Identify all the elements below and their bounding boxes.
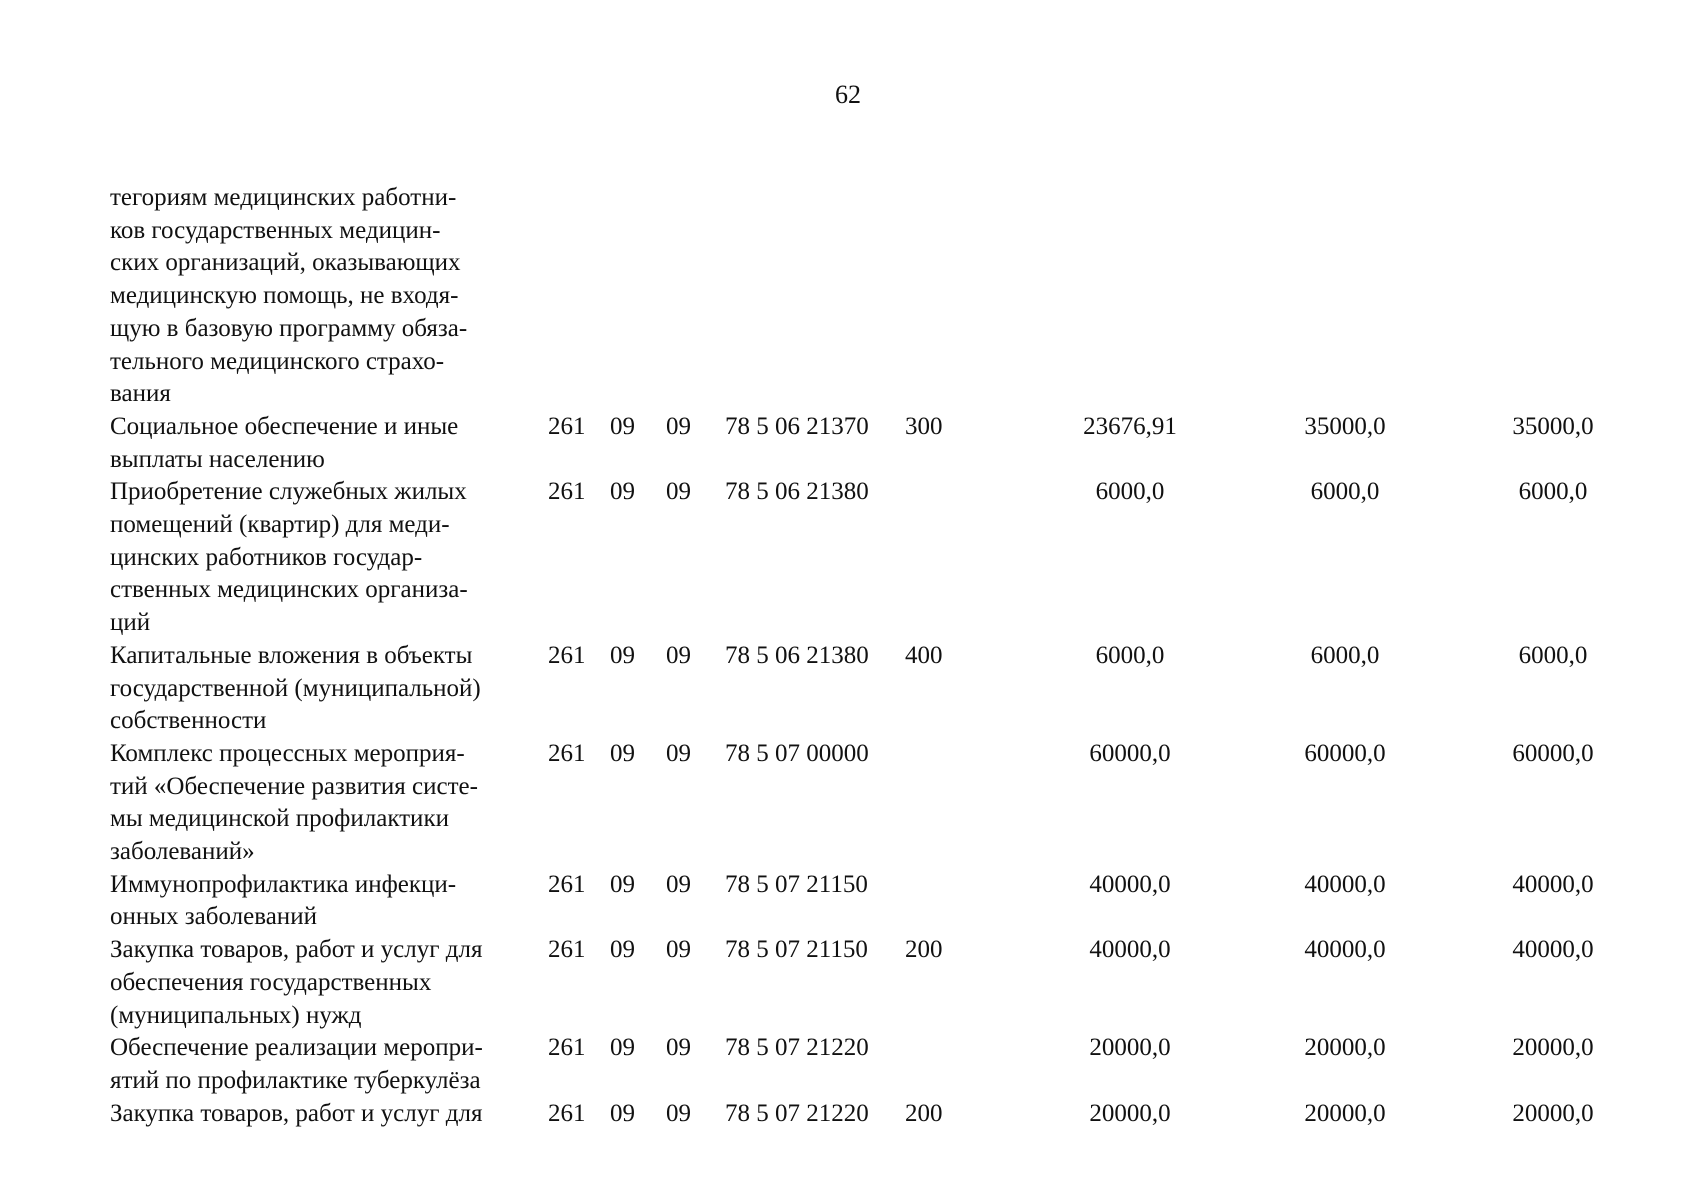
- section-code: 09: [610, 739, 635, 767]
- section-code: 09: [610, 412, 635, 440]
- description-line: Иммунопрофилактика инфекци-: [110, 870, 457, 898]
- row-description: [110, 476, 530, 640]
- expense-type-code: 400: [905, 641, 943, 669]
- description-line: тегориям медицинских работни-: [110, 184, 457, 211]
- row-description: [110, 1032, 530, 1097]
- description-line: Капитальные вложения в объекты: [110, 641, 473, 669]
- description-line: Обеспечение реализации меропри-: [110, 1034, 483, 1062]
- amount-year-1: 60000,0: [1089, 739, 1171, 767]
- row-description: [110, 738, 530, 869]
- amount-year-2: 20000,0: [1304, 1099, 1386, 1127]
- subsection-code: 09: [666, 1099, 691, 1127]
- subsection-code: 09: [666, 478, 691, 506]
- amount-year-3: 40000,0: [1512, 936, 1594, 964]
- grbs-code: 261: [548, 1099, 586, 1127]
- description-line: ственных медицинских организа-: [110, 576, 468, 604]
- description-line: Комплекс процессных мероприя-: [110, 739, 465, 767]
- target-article-code: 78 5 07 21150: [725, 936, 868, 964]
- amount-year-2: 20000,0: [1304, 1034, 1386, 1062]
- amount-year-2: 40000,0: [1304, 870, 1386, 898]
- page-number: 62: [835, 80, 861, 109]
- description-line: ций: [110, 609, 151, 637]
- table-row: [110, 869, 1594, 934]
- description-line: помещений (квартир) для меди-: [110, 511, 450, 539]
- amount-year-3: 20000,0: [1512, 1099, 1594, 1127]
- section-code: 09: [610, 478, 635, 506]
- subsection-code: 09: [666, 1034, 691, 1062]
- description-line: мы медицинской профилактики: [110, 805, 449, 833]
- description-line: тельного медицинского страхо-: [110, 347, 445, 375]
- amount-year-1: 6000,0: [1095, 478, 1165, 506]
- row-description: [110, 934, 530, 1032]
- amount-year-3: 40000,0: [1512, 870, 1594, 898]
- subsection-code: 09: [666, 870, 691, 898]
- subsection-code: 09: [666, 641, 691, 669]
- description-line: собственности: [110, 707, 267, 735]
- table-row: [110, 738, 1594, 869]
- amount-year-1: 20000,0: [1089, 1099, 1171, 1127]
- description-line: ских организаций, оказывающих: [110, 249, 461, 277]
- description-line: Закупка товаров, работ и услуг для: [110, 1099, 483, 1127]
- description-line: медицинскую помощь, не входя-: [110, 282, 459, 310]
- grbs-code: 261: [548, 870, 586, 898]
- row-description: [110, 182, 530, 411]
- row-description: [110, 869, 530, 934]
- amount-year-1: 23676,91: [1083, 412, 1177, 440]
- amount-year-1: 20000,0: [1089, 1034, 1171, 1062]
- expense-type-code: 200: [905, 1099, 943, 1127]
- description-line: Социальное обеспечение и иные: [110, 412, 459, 440]
- amount-year-3: 20000,0: [1512, 1034, 1594, 1062]
- row-description: [110, 640, 530, 738]
- description-line: выплаты населению: [110, 445, 325, 473]
- grbs-code: 261: [548, 936, 586, 964]
- section-code: 09: [610, 936, 635, 964]
- table-row: [110, 640, 1588, 738]
- subsection-code: 09: [666, 412, 691, 440]
- table-row: [110, 934, 1594, 1032]
- grbs-code: 261: [548, 641, 586, 669]
- amount-year-1: 40000,0: [1089, 870, 1171, 898]
- amount-year-3: 60000,0: [1512, 739, 1594, 767]
- amount-year-3: 35000,0: [1512, 412, 1594, 440]
- table-row: [110, 1032, 1594, 1097]
- budget-table: [110, 182, 1594, 1130]
- amount-year-2: 35000,0: [1304, 412, 1386, 440]
- section-code: 09: [610, 1034, 635, 1062]
- description-line: Приобретение служебных жилых: [110, 478, 467, 506]
- description-line: ков государственных медицин-: [110, 216, 441, 244]
- target-article-code: 78 5 06 21370: [725, 412, 869, 440]
- description-line: цинских работников государ-: [110, 543, 423, 571]
- target-article-code: 78 5 07 21220: [725, 1099, 869, 1127]
- description-line: ятий по профилактике туберкулёза: [110, 1066, 481, 1094]
- section-code: 09: [610, 870, 635, 898]
- table-row: [110, 411, 1594, 476]
- expense-type-code: 200: [905, 936, 943, 964]
- amount-year-3: 6000,0: [1518, 641, 1588, 669]
- section-code: 09: [610, 1099, 635, 1127]
- row-description: [110, 1098, 530, 1131]
- amount-year-3: 6000,0: [1518, 478, 1588, 506]
- row-description: [110, 411, 530, 476]
- description-line: (муниципальных) нужд: [110, 1001, 362, 1029]
- table-row: [110, 1098, 1594, 1131]
- description-line: обеспечения государственных: [110, 968, 432, 996]
- description-line: онных заболеваний: [110, 903, 317, 931]
- description-line: щую в базовую программу обяза-: [110, 314, 468, 342]
- table-row: [110, 476, 1588, 640]
- description-line: тий «Обеспечение развития систе-: [110, 772, 478, 800]
- amount-year-1: 6000,0: [1095, 641, 1165, 669]
- description-line: вания: [110, 380, 171, 408]
- subsection-code: 09: [666, 739, 691, 767]
- amount-year-2: 40000,0: [1304, 936, 1386, 964]
- grbs-code: 261: [548, 1034, 586, 1062]
- description-line: заболеваний»: [110, 838, 255, 866]
- target-article-code: 78 5 06 21380: [725, 641, 869, 669]
- target-article-code: 78 5 07 21150: [725, 870, 868, 898]
- amount-year-2: 60000,0: [1304, 739, 1386, 767]
- target-article-code: 78 5 07 21220: [725, 1034, 869, 1062]
- description-line: Закупка товаров, работ и услуг для: [110, 936, 483, 964]
- description-line: государственной (муниципальной): [110, 674, 481, 702]
- amount-year-1: 40000,0: [1089, 936, 1171, 964]
- grbs-code: 261: [548, 412, 586, 440]
- amount-year-2: 6000,0: [1310, 478, 1380, 506]
- target-article-code: 78 5 07 00000: [725, 739, 869, 767]
- section-code: 09: [610, 641, 635, 669]
- table-row: [110, 182, 1580, 411]
- amount-year-2: 6000,0: [1310, 641, 1380, 669]
- target-article-code: 78 5 06 21380: [725, 478, 869, 506]
- grbs-code: 261: [548, 739, 586, 767]
- grbs-code: 261: [548, 478, 586, 506]
- subsection-code: 09: [666, 936, 691, 964]
- expense-type-code: 300: [905, 412, 943, 440]
